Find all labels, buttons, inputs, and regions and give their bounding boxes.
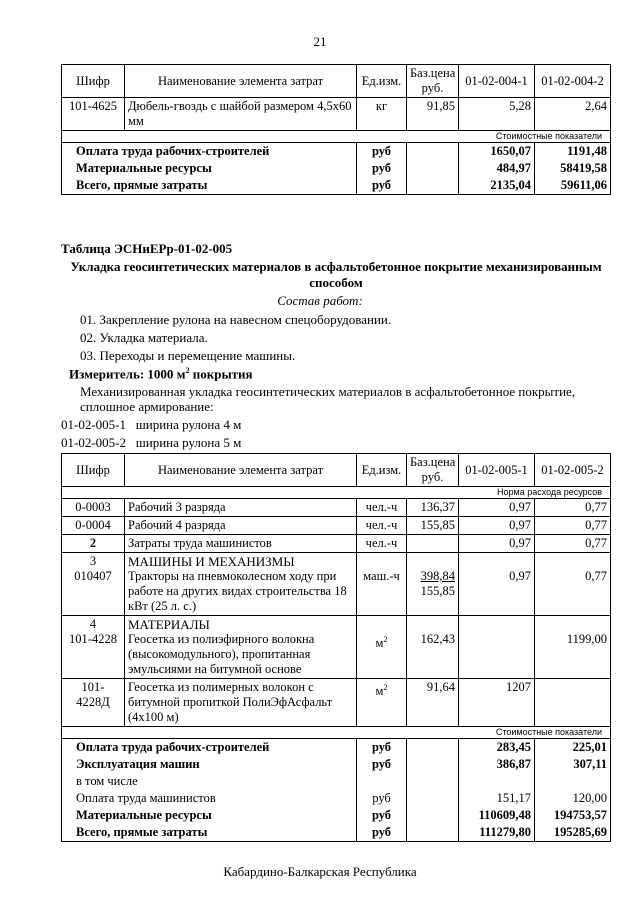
step-2: 02. Укладка материала. xyxy=(80,330,208,345)
row-price: 136,37 xyxy=(407,499,459,517)
row-unit: чел.-ч xyxy=(357,517,407,535)
summary-name: Оплата труда рабочих-строителей xyxy=(62,143,357,161)
machines-v1: 0,97 xyxy=(509,569,531,583)
meter-line xyxy=(69,366,253,382)
header-variant-1: 01-02-005-1 xyxy=(459,454,535,487)
cost-section-label: Стоимостные показатели xyxy=(62,131,611,143)
row-v2: 0,77 xyxy=(535,499,611,517)
row-price: 155,85 xyxy=(407,517,459,535)
variant-code: 01-02-005-2 xyxy=(61,435,126,450)
row-v1: 1207 xyxy=(459,679,535,727)
meter-label: Измеритель: 1000 м xyxy=(69,366,186,382)
table-row xyxy=(62,535,611,553)
summary-v2: 225,01 xyxy=(535,739,611,757)
materials-v1-cell xyxy=(459,616,535,679)
summary-row xyxy=(62,160,611,177)
variant-text: ширина рулона 5 м xyxy=(135,435,242,450)
machines-unit-cell xyxy=(357,553,407,616)
material-1-unit: м xyxy=(375,636,384,651)
row-unit: кг xyxy=(357,98,407,131)
meter-sup: 2 xyxy=(185,366,190,375)
summary-unit: руб xyxy=(357,807,407,824)
machines-code-cell xyxy=(62,553,125,616)
norm-section-label: Норма расхода ресурсов xyxy=(62,487,611,499)
machines-v2: 0,77 xyxy=(585,569,607,583)
row-code: 2 xyxy=(62,535,125,553)
header-code: Шифр xyxy=(62,65,125,98)
row-unit-wrap xyxy=(357,679,407,727)
summary-unit: руб xyxy=(357,824,407,842)
row-v2: 0,77 xyxy=(535,535,611,553)
summary-v2: 195285,69 xyxy=(535,824,611,842)
summary-name: в том числе xyxy=(62,773,357,790)
machines-item-code: 010407 xyxy=(74,569,112,583)
table-title: Таблица ЭСНиЕРр-01-02-005 xyxy=(61,241,233,256)
machines-v1-cell xyxy=(459,553,535,616)
summary-row xyxy=(62,790,611,807)
table-row xyxy=(62,517,611,535)
materials-code: 4 xyxy=(89,617,97,631)
row-v2: 0,77 xyxy=(535,517,611,535)
summary-row xyxy=(62,773,611,790)
summary-name: Всего, прямые затраты xyxy=(62,824,357,842)
summary-v2: 307,11 xyxy=(535,756,611,773)
table-2-header xyxy=(62,454,611,487)
row-v1: 0,97 xyxy=(459,499,535,517)
row-price: 91,64 xyxy=(407,679,459,727)
summary-v1: 110609,48 xyxy=(459,807,535,824)
material-1-name: Геосетка из полиэфирного волокна (высокомодульного), пропитанная эмульсиями на битумной основе xyxy=(128,632,315,676)
composition-title: Состав работ: xyxy=(277,293,363,308)
summary-unit: руб xyxy=(357,160,407,177)
meter-tail: покрытия xyxy=(189,366,253,382)
row-code: 101-4625 xyxy=(62,98,125,131)
table-row xyxy=(62,499,611,517)
row-unit: м xyxy=(375,684,384,699)
machines-price-cell xyxy=(407,553,459,616)
summary-v1: 484,97 xyxy=(459,160,535,177)
table-row xyxy=(62,679,611,727)
row-name: Затраты труда машинистов xyxy=(125,535,357,553)
description: Механизированная укладка геосинтетических материалов в асфальтобетонное покрытие, сплошное армирование: xyxy=(80,384,576,414)
variant-1 xyxy=(61,417,241,433)
row-v1: 0,97 xyxy=(459,535,535,553)
summary-row xyxy=(62,739,611,757)
header-price: Баз.цена руб. xyxy=(407,454,459,487)
summary-row xyxy=(62,177,611,195)
header-variant-1: 01-02-004-1 xyxy=(459,65,535,98)
summary-v2: 1191,48 xyxy=(535,143,611,161)
row-v1: 5,28 xyxy=(459,98,535,131)
header-unit: Ед.изм. xyxy=(357,65,407,98)
summary-row xyxy=(62,807,611,824)
section-row xyxy=(62,727,611,739)
machines-name-cell xyxy=(125,553,357,616)
summary-v2: 58419,58 xyxy=(535,160,611,177)
summary-unit: руб xyxy=(357,756,407,773)
variant-code: 01-02-005-1 xyxy=(61,417,126,432)
summary-row xyxy=(62,756,611,773)
variant-text: ширина рулона 4 м xyxy=(135,417,242,432)
row-v1: 0,97 xyxy=(459,517,535,535)
summary-name: Оплата труда рабочих-строителей xyxy=(62,739,357,757)
summary-unit: руб xyxy=(357,143,407,161)
header-code: Шифр xyxy=(62,454,125,487)
summary-unit xyxy=(357,773,407,790)
row-code: 0-0004 xyxy=(62,517,125,535)
machines-group xyxy=(62,553,611,616)
materials-unit-cell xyxy=(357,616,407,679)
material-1-v2: 1199,00 xyxy=(566,632,607,646)
summary-v1: 283,45 xyxy=(459,739,535,757)
section-row xyxy=(62,131,611,143)
machines-v2-cell xyxy=(535,553,611,616)
machines-code: 3 xyxy=(89,554,97,568)
page-number: 21 xyxy=(313,34,327,49)
row-unit-sup: 2 xyxy=(383,683,388,692)
materials-price-cell xyxy=(407,616,459,679)
row-v2: 2,64 xyxy=(535,98,611,131)
summary-name: Эксплуатация машин xyxy=(62,756,357,773)
machines-price-1: 398,84 xyxy=(420,569,455,583)
summary-row xyxy=(62,143,611,161)
materials-code-cell xyxy=(62,616,125,679)
summary-v1: 111279,80 xyxy=(459,824,535,842)
row-name: Геосетка из полимерных волокон с битумной пропиткой ПолиЭфАсфальт (4х100 м) xyxy=(125,679,357,727)
table-row xyxy=(62,98,611,131)
summary-name: Материальные ресурсы xyxy=(62,807,357,824)
material-1-price: 162,43 xyxy=(420,632,455,646)
material-1-unit-wrap xyxy=(360,632,403,651)
materials-group xyxy=(62,616,611,679)
section-row xyxy=(62,487,611,499)
materials-title: МАТЕРИАЛЫ xyxy=(128,617,210,632)
row-name: Дюбель-гвоздь с шайбой размером 4,5х60 мм xyxy=(125,98,357,131)
summary-v1: 151,17 xyxy=(459,790,535,807)
table-2 xyxy=(61,453,611,842)
cost-section-label: Стоимостные показатели xyxy=(62,727,611,739)
header-name: Наименование элемента затрат xyxy=(125,65,357,98)
summary-name: Всего, прямые затраты xyxy=(62,177,357,195)
summary-v1: 386,87 xyxy=(459,756,535,773)
machines-item-name: Тракторы на пневмоколесном ходу при работе на других видах строительства 18 кВт (25 л. с.) xyxy=(128,569,347,613)
row-price: 91,85 xyxy=(407,98,459,131)
machines-title: МАШИНЫ И МЕХАНИЗМЫ xyxy=(128,554,295,569)
header-variant-2: 01-02-004-2 xyxy=(535,65,611,98)
header-unit: Ед.изм. xyxy=(357,454,407,487)
table-1-header xyxy=(62,65,611,98)
row-v2 xyxy=(535,679,611,727)
header-variant-2: 01-02-005-2 xyxy=(535,454,611,487)
summary-v1: 1650,07 xyxy=(459,143,535,161)
summary-v1 xyxy=(459,773,535,790)
summary-unit: руб xyxy=(357,177,407,195)
step-1: 01. Закрепление рулона на навесном спецоборудовании. xyxy=(80,312,392,327)
materials-name-cell xyxy=(125,616,357,679)
variant-2 xyxy=(61,435,241,451)
header-name: Наименование элемента затрат xyxy=(125,454,357,487)
materials-v2-cell xyxy=(535,616,611,679)
row-name: Рабочий 4 разряда xyxy=(125,517,357,535)
row-code: 101-4228Д xyxy=(62,679,125,727)
row-unit: чел.-ч xyxy=(357,499,407,517)
header-price: Баз.цена руб. xyxy=(407,65,459,98)
summary-v2: 120,00 xyxy=(535,790,611,807)
row-price xyxy=(407,535,459,553)
summary-v2 xyxy=(535,773,611,790)
summary-v1: 2135,04 xyxy=(459,177,535,195)
summary-row xyxy=(62,824,611,842)
machines-unit: маш.-ч xyxy=(363,569,400,583)
summary-name: Оплата труда машинистов xyxy=(62,790,357,807)
material-1-code: 101-4228 xyxy=(69,632,117,646)
machines-price-2: 155,85 xyxy=(420,584,455,598)
table-1 xyxy=(61,64,611,195)
material-1-unit-sup: 2 xyxy=(383,635,388,644)
summary-unit: руб xyxy=(357,790,407,807)
summary-unit: руб xyxy=(357,739,407,757)
summary-name: Материальные ресурсы xyxy=(62,160,357,177)
row-unit: чел.-ч xyxy=(357,535,407,553)
section-heading: Укладка геосинтетических материалов в асфальтобетонное покрытие механизированным способом xyxy=(70,259,602,290)
summary-v2: 59611,06 xyxy=(535,177,611,195)
summary-v2: 194753,57 xyxy=(535,807,611,824)
footer: Кабардино-Балкарская Республика xyxy=(223,864,417,879)
row-code: 0-0003 xyxy=(62,499,125,517)
row-name: Рабочий 3 разряда xyxy=(125,499,357,517)
step-3: 03. Переходы и перемещение машины. xyxy=(80,348,296,363)
